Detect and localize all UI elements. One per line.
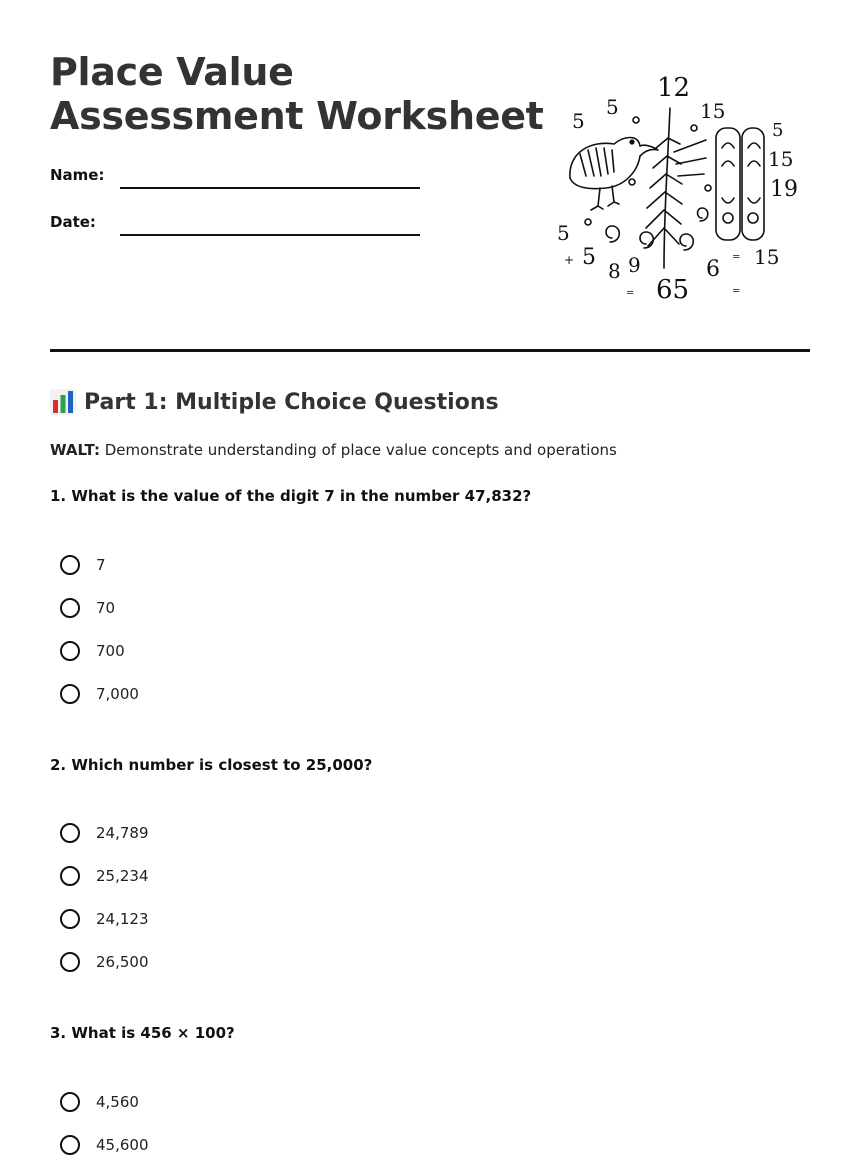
- radio-button[interactable]: [60, 823, 80, 843]
- illustration-number: 12: [657, 73, 691, 103]
- option-label: 26,500: [96, 953, 149, 971]
- illustration-sign: =: [732, 286, 741, 297]
- illustration-sign: =: [626, 288, 635, 299]
- option-label: 24,789: [96, 824, 149, 842]
- bar-chart-icon: [50, 389, 76, 415]
- section-divider: [50, 349, 810, 352]
- answer-option[interactable]: [60, 863, 149, 889]
- page-title: Place Value Assessment Worksheet: [50, 50, 544, 138]
- radio-button[interactable]: [60, 1135, 80, 1155]
- radio-button[interactable]: [60, 598, 80, 618]
- radio-button[interactable]: [60, 1092, 80, 1112]
- carving-icon: [716, 128, 764, 240]
- illustration-number: 5: [572, 109, 585, 133]
- answer-option[interactable]: [60, 820, 149, 846]
- radio-button[interactable]: [60, 909, 80, 929]
- option-label: 4,560: [96, 1093, 139, 1111]
- radio-button[interactable]: [60, 641, 80, 661]
- answer-option[interactable]: [60, 906, 149, 932]
- koru-spiral-icon: [585, 117, 711, 250]
- answer-option[interactable]: [60, 681, 139, 707]
- section-title: Part 1: Multiple Choice Questions: [84, 389, 499, 415]
- walt-text: Demonstrate understanding of place value concepts and operations: [104, 441, 617, 459]
- option-label: 45,600: [96, 1136, 149, 1154]
- date-field[interactable]: [120, 234, 420, 236]
- question-2: 2. Which number is closest to 25,000?: [50, 756, 373, 774]
- date-label: Date:: [50, 213, 96, 231]
- answer-option[interactable]: [60, 1132, 149, 1158]
- answer-option[interactable]: [60, 638, 125, 664]
- illustration-number: 5: [606, 95, 619, 119]
- radio-button[interactable]: [60, 555, 80, 575]
- name-field[interactable]: [120, 187, 420, 189]
- illustration-number: 9: [628, 253, 641, 277]
- illustration-number: 5: [772, 120, 784, 141]
- illustration-number: 5: [582, 245, 596, 270]
- illustration-number: 19: [770, 177, 798, 202]
- option-label: 70: [96, 599, 116, 617]
- illustration-number: 15: [700, 99, 726, 123]
- option-label: 7: [96, 556, 106, 574]
- answer-option[interactable]: [60, 949, 149, 975]
- illustration-number: 15: [768, 147, 794, 171]
- kiwi-fern-illustration: [552, 68, 802, 306]
- option-label: 700: [96, 642, 125, 660]
- illustration-number: 5: [557, 221, 570, 245]
- part1-heading: [50, 389, 499, 415]
- radio-button[interactable]: [60, 866, 80, 886]
- name-label: Name:: [50, 166, 105, 184]
- answer-option[interactable]: [60, 552, 106, 578]
- option-label: 24,123: [96, 910, 149, 928]
- question-3: 3. What is 456 × 100?: [50, 1024, 235, 1042]
- illustration-number: 8: [608, 259, 621, 283]
- option-label: 7,000: [96, 685, 139, 703]
- illustration-number: 15: [754, 245, 780, 269]
- radio-button[interactable]: [60, 952, 80, 972]
- kiwi-bird-icon: [570, 138, 658, 211]
- question-1: 1. What is the value of the digit 7 in the number 47,832?: [50, 487, 532, 505]
- illustration-sign: +: [564, 253, 575, 267]
- option-label: 25,234: [96, 867, 149, 885]
- walt-label: WALT:: [50, 441, 100, 459]
- fern-icon: [646, 108, 706, 268]
- answer-option[interactable]: [60, 595, 115, 621]
- illustration-sign: =: [732, 252, 741, 263]
- illustration-number: 6: [706, 257, 720, 282]
- walt-statement: [50, 441, 617, 459]
- radio-button[interactable]: [60, 684, 80, 704]
- illustration-number: 65: [656, 275, 690, 305]
- answer-option[interactable]: [60, 1089, 139, 1115]
